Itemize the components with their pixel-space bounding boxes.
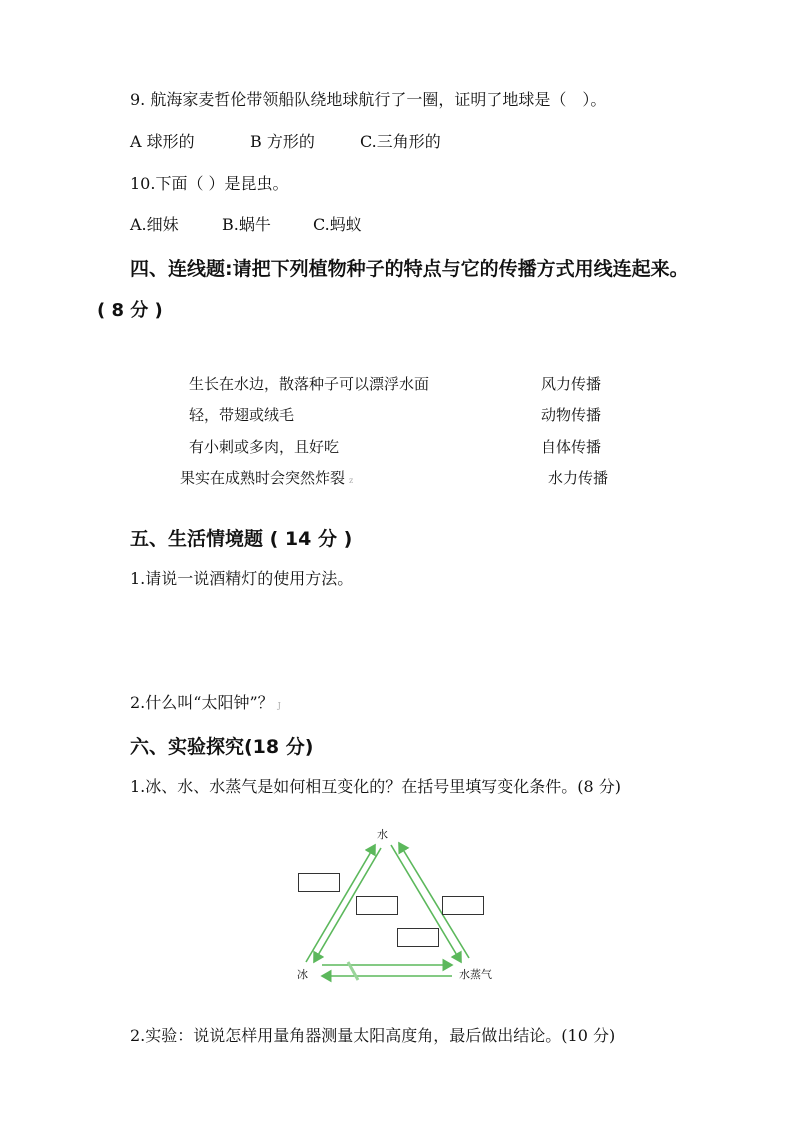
match-left-1[interactable]: 生长在水边，散落种子可以漂浮水面 <box>189 375 430 393</box>
match-left-3[interactable]: 有小刺或多肉，且好吃 <box>189 438 340 456</box>
option-9c[interactable]: C.三角形的 <box>360 132 441 151</box>
match-right-2[interactable]: 动物传播 <box>541 406 602 424</box>
section-5-question-1: 1.请说一说酒精灯的使用方法。 <box>130 569 354 588</box>
answer-box-1[interactable] <box>298 873 340 892</box>
section-6-title: 六、实验探究(18 分) <box>130 736 314 758</box>
option-9b[interactable]: B 方形的 <box>250 132 315 151</box>
section-4-title: 四、连线题:请把下列植物种子的特点与它的传播方式用线连起来。 <box>130 258 689 280</box>
match-left-2[interactable]: 轻，带翅或绒毛 <box>189 406 295 424</box>
section-5-title: 五、生活情境题 ( 14 分 ) <box>130 528 353 550</box>
match-right-1[interactable]: 风力传播 <box>541 375 602 393</box>
option-9a[interactable]: A 球形的 <box>130 132 195 151</box>
option-10b[interactable]: B.蜗牛 <box>222 215 271 234</box>
question-10: 10.下面（ ）是昆虫。 <box>130 174 289 193</box>
section-6-question-2: 2.实验：说说怎样用量角器测量太阳高度角，最后做出结论。(10 分) <box>130 1026 616 1045</box>
answer-box-3[interactable] <box>442 896 484 915</box>
answer-box-2[interactable] <box>356 896 398 915</box>
match-left-4-text: 果实在成熟时会突然炸裂 <box>180 469 346 487</box>
diagram-label-vapor: 水蒸气 <box>459 968 492 981</box>
option-10c[interactable]: C.蚂蚁 <box>313 215 362 234</box>
section-5-question-2-text: 2.什么叫“太阳钟”？ <box>130 693 274 712</box>
match-right-4[interactable]: 水力传播 <box>548 469 609 487</box>
section-6-question-1: 1.冰、水、水蒸气是如何相互变化的？在括号里填写变化条件。(8 分) <box>130 777 622 796</box>
match-right-3[interactable]: 自体传播 <box>541 438 602 456</box>
question-9: 9. 航海家麦哲伦带领船队绕地球航行了一圈，证明了地球是（ ）。 <box>130 90 607 109</box>
section-4-points: ( 8 分 ) <box>97 300 163 321</box>
answer-box-4[interactable] <box>397 928 439 947</box>
option-10a[interactable]: A.细妹 <box>130 215 179 234</box>
stray-mark-2: J <box>277 701 281 710</box>
diagram-label-water: 水 <box>377 828 388 841</box>
stray-mark: z <box>349 476 354 485</box>
diagram-label-ice: 冰 <box>297 968 308 981</box>
